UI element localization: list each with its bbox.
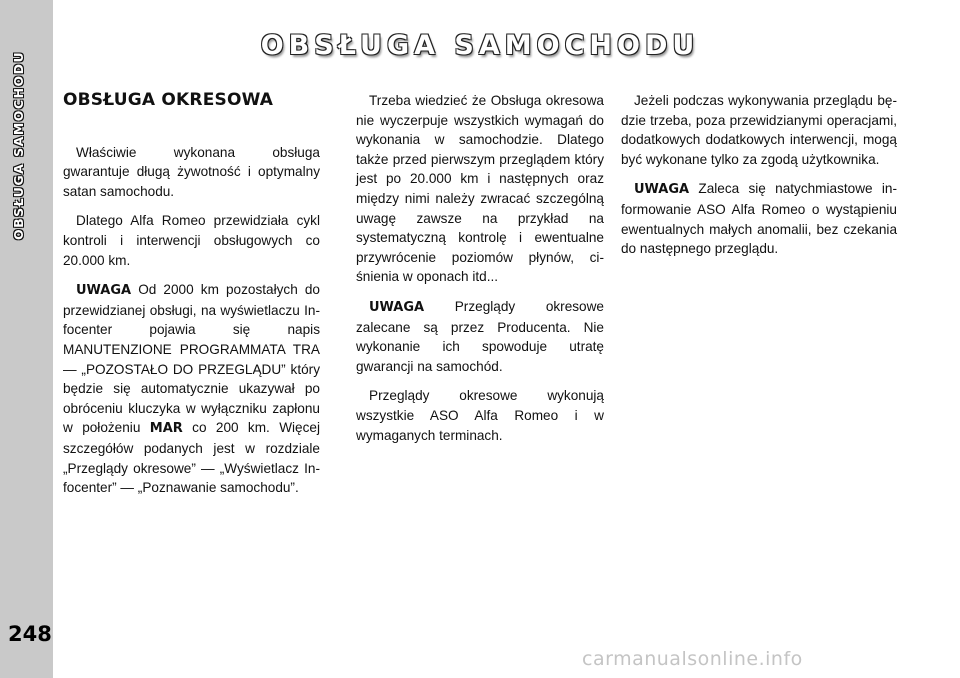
note-text: Od 2000 km pozostałych do przewidzianej obsługi, na wyświetlaczu Infocenter pojawia się napis MANUTENZIONE PROGRAMMATA TRA — „POZOSTAŁO DO PRZEGLĄDU” który będzie się automatycznie ukazywał po obróceniu kluczyka w wyłączniku zapłonu w położeniu	[63, 282, 320, 436]
note-text: Zaleca się natychmiastowe informowanie ASO Alfa Romeo o wystąpieniu ewentualnych małych anomalii, bez czekania do następnego przeglądu.	[621, 181, 897, 257]
note-keyword: UWAGA	[76, 283, 132, 299]
note-paragraph	[621, 179, 897, 258]
column-3	[621, 91, 897, 269]
paragraph: Trzeba wiedzieć że Obsługa okresowa nie wyczerpuje wszystkich wymagań do wykonania w samochodzie. Dlatego także przed pierwszym przeglądem który jest po 20.000 km i następnych oraz między nimi należy zwracać szczególną uwagę zawsze na przykład na systematyczną kontrolę i ewentualne przywrócenie poziomów płynów, ciśnienia w oponach itd...	[356, 93, 604, 285]
note-paragraph	[63, 280, 320, 498]
section-heading: OBSŁUGA OKRESOWA	[63, 90, 274, 110]
watermark: carmanualsonline.info	[582, 648, 803, 670]
note-text: co 200 km. Więcej szczegółów podanych jest w rozdziale „Przeglądy okresowe” — „Wyświetlacz Infocenter” — „Poznawanie samochodu”.	[63, 420, 320, 496]
note-text: Przeglądy okresowe zalecane są przez Producenta. Nie wykonanie ich spowoduje utratę gwarancji na samochód.	[356, 298, 604, 374]
paragraph: Przeglądy okresowe wykonują wszystkie ASO Alfa Romeo i w wymaganych terminach.	[356, 388, 604, 443]
paragraph: Jeżeli podczas wykonywania przeglądu będzie trzeba, poza przewidzianymi operacjami, dodatkowych dodatkowych interwencji, mogą być wykonane tylko za zgodą użytkownika.	[621, 93, 897, 167]
note-keyword: UWAGA	[369, 299, 425, 315]
column-1	[63, 91, 320, 508]
sidebar-title: OBSŁUGA SAMOCHODU	[11, 50, 26, 240]
key-position-label: MAR	[149, 421, 183, 437]
page-title: OBSŁUGA SAMOCHODU	[260, 30, 700, 61]
note-paragraph	[356, 297, 604, 376]
note-keyword: UWAGA	[634, 182, 690, 198]
page-number: 248	[8, 622, 52, 646]
paragraph: Właściwie wykonana obsługa gwarantuje długą żywotność i optymalny satan samochodu.	[63, 144, 320, 199]
column-2	[356, 91, 604, 455]
sidebar	[0, 0, 53, 678]
paragraph: Dlatego Alfa Romeo przewidziała cykl kontroli i interwencji obsługowych co 20.000 km.	[63, 213, 320, 268]
